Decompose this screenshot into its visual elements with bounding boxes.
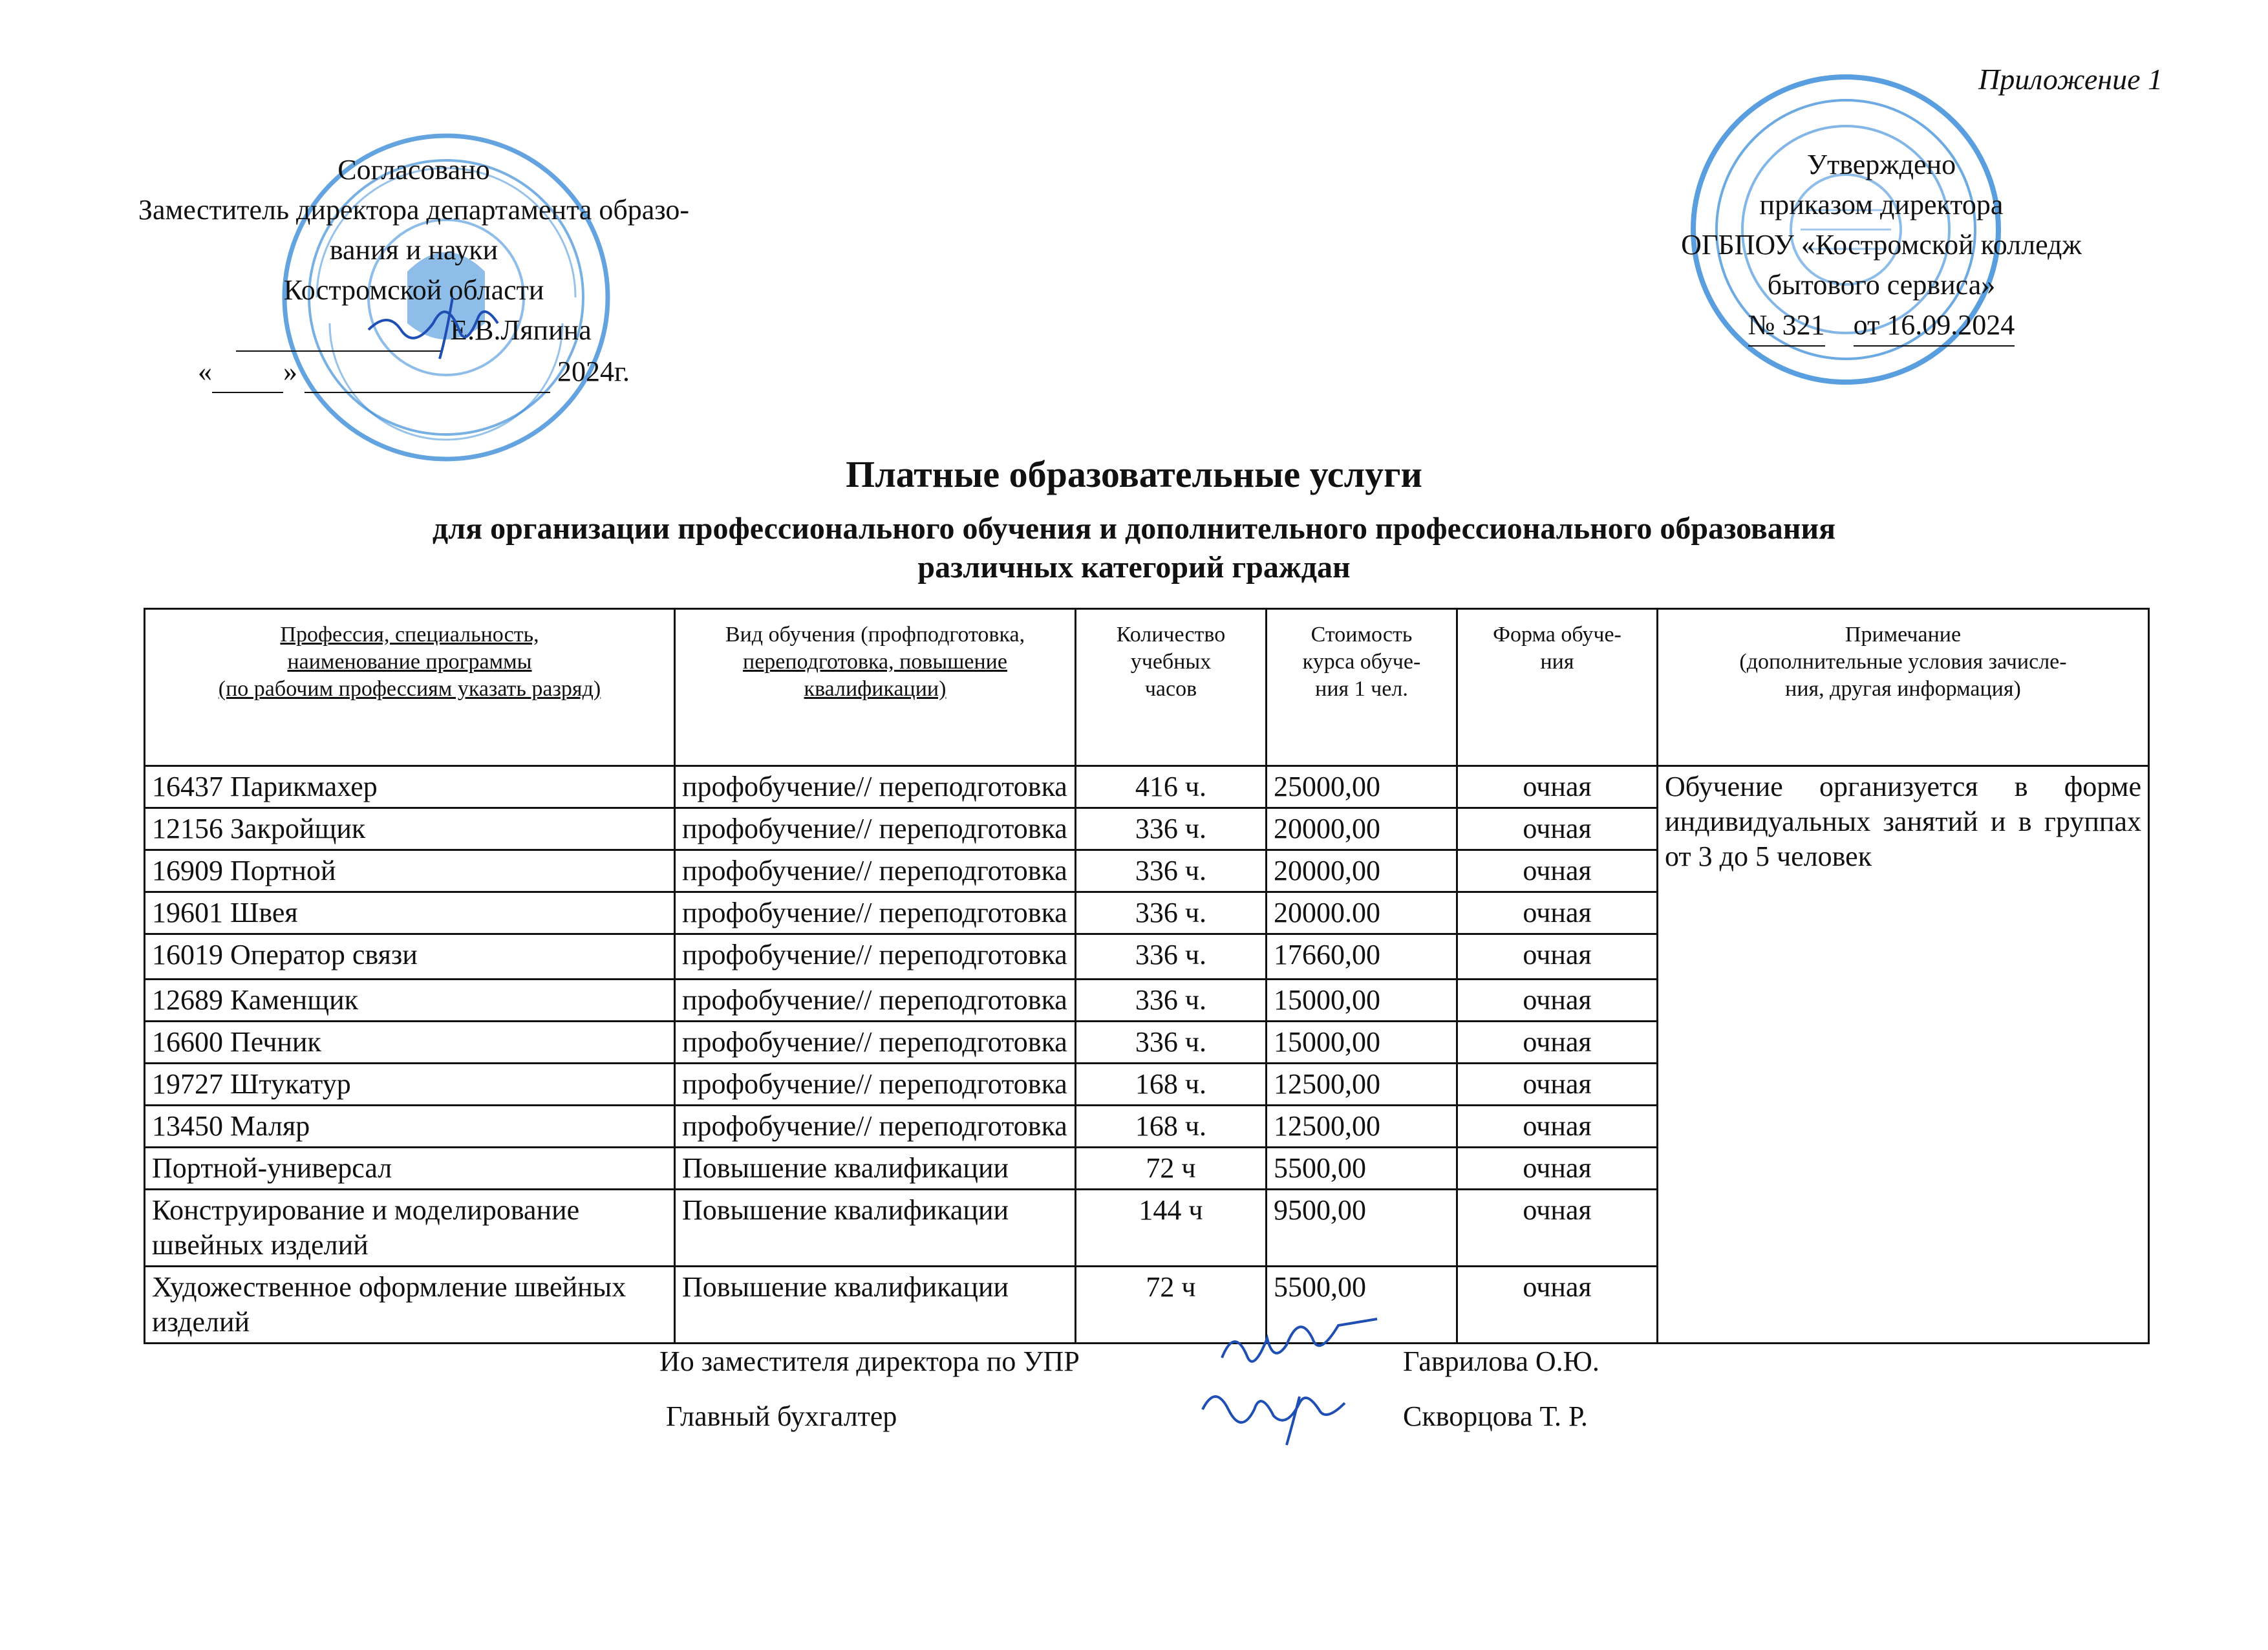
page-subtitle-line2: различных категорий граждан xyxy=(917,550,1351,584)
header-line: Стоимость xyxy=(1311,623,1413,647)
page-title: Платные образовательные услуги xyxy=(846,453,1422,495)
cell-hours: 336 ч. xyxy=(1076,980,1267,1022)
cell-hours: 336 ч. xyxy=(1076,892,1267,934)
header-kind xyxy=(675,609,1076,766)
cell-cost: 25000,00 xyxy=(1267,766,1457,808)
cell-profession: 16600 Печник xyxy=(145,1022,675,1064)
signature-left-icon xyxy=(362,291,504,362)
cell-kind: профобучение// переподготовка xyxy=(675,1064,1076,1106)
cell-cost: 9500,00 xyxy=(1267,1190,1457,1267)
approval-right-line2: приказом директора xyxy=(1759,189,2004,220)
cell-cost: 15000,00 xyxy=(1267,1022,1457,1064)
header-form xyxy=(1457,609,1658,766)
header-profession xyxy=(145,609,675,766)
header-line: ния, другая информация) xyxy=(1785,677,2021,701)
cell-profession: 16437 Парикмахер xyxy=(145,766,675,808)
approval-left-line4: Костромской области xyxy=(283,274,544,306)
header-line: переподготовка, повышение xyxy=(743,650,1007,674)
order-number: № 321 xyxy=(1748,305,1825,347)
cell-kind: Повышение квалификации xyxy=(675,1148,1076,1190)
cell-hours: 144 ч xyxy=(1076,1190,1267,1267)
cell-form: очная xyxy=(1457,980,1658,1022)
footer-name-deputy: Гаврилова О.Ю. xyxy=(1403,1345,1599,1377)
cell-profession: 19727 Штукатур xyxy=(145,1064,675,1106)
services-table xyxy=(144,608,2150,1344)
header-line: (дополнительные условия зачисле- xyxy=(1739,650,2067,674)
cell-hours: 72 ч xyxy=(1076,1267,1267,1344)
cell-profession: Портной-универсал xyxy=(145,1148,675,1190)
cell-hours: 416 ч. xyxy=(1076,766,1267,808)
approval-right-order xyxy=(1603,305,2159,347)
cell-cost: 15000,00 xyxy=(1267,980,1457,1022)
header-line: (по рабочим профессиям указать разряд) xyxy=(218,677,601,701)
header-note xyxy=(1658,609,2149,766)
approval-right-line3: ОГБПОУ «Костромской колледж xyxy=(1681,229,2082,261)
cell-note: Обучение организуется в форме индивидуальных занятий и в группах от 3 до 5 человек xyxy=(1658,766,2149,1344)
approval-left-line2: Заместитель директора департамента образо- xyxy=(138,194,690,226)
cell-kind: профобучение// переподготовка xyxy=(675,808,1076,850)
approval-left-signer: Е.В.Ляпина xyxy=(450,314,592,346)
header-line: ния xyxy=(1540,650,1574,674)
date-close-quote: » xyxy=(283,356,297,387)
cell-profession: Конструирование и моделирование швейных изделий xyxy=(145,1190,675,1267)
header-line: часов xyxy=(1144,677,1197,701)
signature-deputy-icon xyxy=(1215,1312,1384,1384)
header-line: Примечание xyxy=(1845,623,1962,647)
cell-cost: 20000,00 xyxy=(1267,808,1457,850)
cell-kind: профобучение// переподготовка xyxy=(675,850,1076,892)
header-hours xyxy=(1076,609,1267,766)
cell-profession: 16019 Оператор связи xyxy=(145,934,675,980)
cell-form: очная xyxy=(1457,766,1658,808)
cell-cost: 5500,00 xyxy=(1267,1267,1457,1344)
order-date: от 16.09.2024 xyxy=(1854,305,2015,347)
appendix-label: Приложение 1 xyxy=(1978,63,2163,96)
cell-profession: 13450 Маляр xyxy=(145,1106,675,1148)
table-row xyxy=(145,766,2149,808)
header-line: ния 1 чел. xyxy=(1315,677,1408,701)
approval-left-line1: Согласовано xyxy=(337,154,490,186)
cell-form: очная xyxy=(1457,1064,1658,1106)
signature-accountant-icon xyxy=(1196,1377,1364,1448)
cell-hours: 168 ч. xyxy=(1076,1064,1267,1106)
cell-form: очная xyxy=(1457,1190,1658,1267)
cell-kind: профобучение// переподготовка xyxy=(675,980,1076,1022)
cell-profession: 19601 Швея xyxy=(145,892,675,934)
cell-profession: 12689 Каменщик xyxy=(145,980,675,1022)
cell-profession: 16909 Портной xyxy=(145,850,675,892)
approval-left-year: 2024г. xyxy=(557,356,630,387)
header-line: Вид обучения (профподготовка, xyxy=(725,623,1025,647)
cell-hours: 336 ч. xyxy=(1076,850,1267,892)
cell-kind: профобучение// переподготовка xyxy=(675,1022,1076,1064)
header-line: Профессия, специальность, xyxy=(280,623,539,647)
header-line: наименование программы xyxy=(287,650,532,674)
cell-hours: 336 ч. xyxy=(1076,1022,1267,1064)
page-subtitle-line1: для организации профессионального обучения и дополнительного профессионального образования xyxy=(432,511,1836,546)
header-cost xyxy=(1267,609,1457,766)
cell-form: очная xyxy=(1457,1267,1658,1344)
cell-cost: 12500,00 xyxy=(1267,1064,1457,1106)
header-line: Форма обуче- xyxy=(1493,623,1621,647)
approval-right-line4: бытового сервиса» xyxy=(1767,269,1996,301)
cell-form: очная xyxy=(1457,1106,1658,1148)
cell-cost: 20000,00 xyxy=(1267,850,1457,892)
cell-form: очная xyxy=(1457,934,1658,980)
approval-right-line1: Утверждено xyxy=(1806,149,1956,180)
approval-right-block xyxy=(1603,145,2159,347)
cell-kind: профобучение// переподготовка xyxy=(675,892,1076,934)
cell-cost: 12500,00 xyxy=(1267,1106,1457,1148)
approval-left-line3: вания и науки xyxy=(329,234,498,266)
cell-cost: 17660,00 xyxy=(1267,934,1457,980)
footer-name-accountant: Скворцова Т. Р. xyxy=(1403,1400,1588,1432)
header-line: Количество xyxy=(1116,623,1226,647)
cell-form: очная xyxy=(1457,892,1658,934)
cell-profession: Художественное оформление швейных изделий xyxy=(145,1267,675,1344)
cell-kind: Повышение квалификации xyxy=(675,1267,1076,1344)
cell-profession: 12156 Закройщик xyxy=(145,808,675,850)
cell-hours: 72 ч xyxy=(1076,1148,1267,1190)
header-line: квалификации) xyxy=(804,677,947,701)
footer-role-deputy: Ио заместителя директора по УПР xyxy=(659,1345,1080,1377)
cell-kind: профобучение// переподготовка xyxy=(675,1106,1076,1148)
cell-kind: профобучение// переподготовка xyxy=(675,766,1076,808)
table-header-row xyxy=(145,609,2149,766)
header-line: курса обуче- xyxy=(1302,650,1421,674)
cell-form: очная xyxy=(1457,850,1658,892)
cell-hours: 168 ч. xyxy=(1076,1106,1267,1148)
cell-form: очная xyxy=(1457,1022,1658,1064)
cell-kind: Повышение квалификации xyxy=(675,1190,1076,1267)
cell-form: очная xyxy=(1457,808,1658,850)
cell-form: очная xyxy=(1457,1148,1658,1190)
cell-cost: 20000.00 xyxy=(1267,892,1457,934)
header-line: учебных xyxy=(1130,650,1212,674)
footer-role-accountant: Главный бухгалтер xyxy=(666,1400,897,1432)
cell-cost: 5500,00 xyxy=(1267,1148,1457,1190)
cell-hours: 336 ч. xyxy=(1076,934,1267,980)
cell-kind: профобучение// переподготовка xyxy=(675,934,1076,980)
cell-hours: 336 ч. xyxy=(1076,808,1267,850)
date-open-quote: « xyxy=(197,356,212,387)
